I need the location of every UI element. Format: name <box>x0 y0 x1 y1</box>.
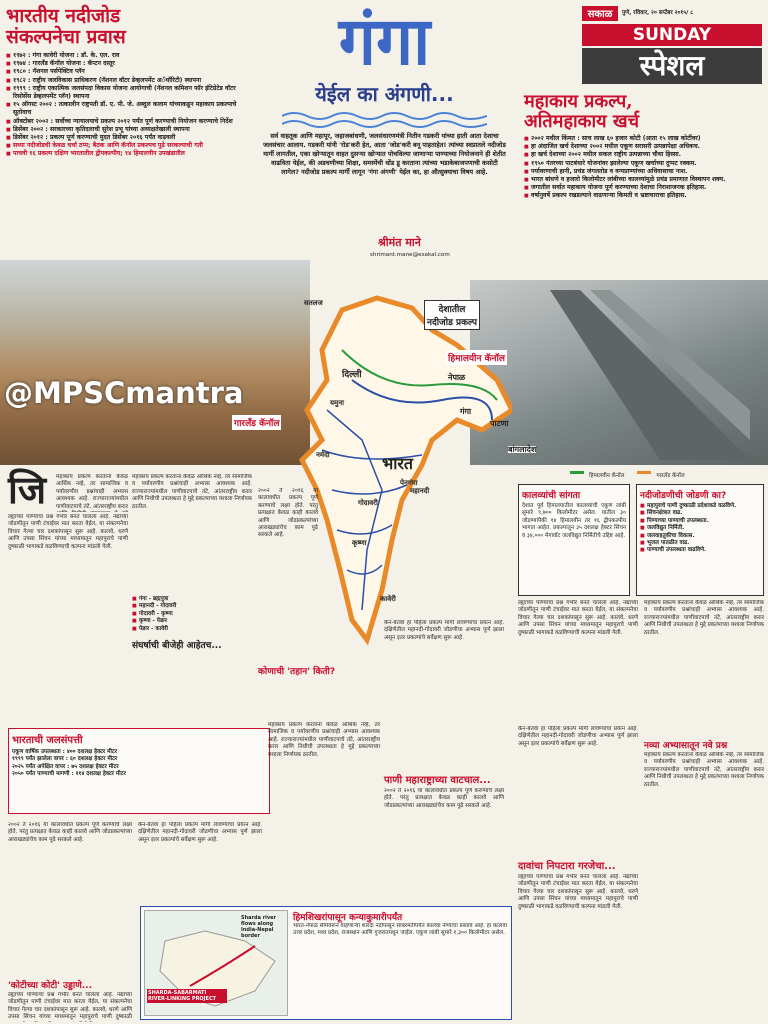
why-item: ■ सिंचनक्षेत्रात वाढ. <box>640 510 760 517</box>
timeline-item: ■ १९७४ : गारलँड कॅनॉल योजना : कॅप्टन दस्तूर <box>6 60 256 68</box>
river-pair-item: ■ पेन्नार - कावेरी <box>132 626 252 633</box>
map-peninsular-label: देशातील नदीजोड प्रकल्प <box>424 300 480 330</box>
river-pair-item: ■ कृष्णा - पेन्नार <box>132 618 252 625</box>
who-heading: कोणाची 'तहान' किती? <box>258 667 336 677</box>
brand-dateline: पुणे, रविवार, २० सप्टेंबर २०१५/ ८ <box>622 10 694 16</box>
dispute-heading: पाणी महाराष्ट्राच्या वाटचाल... <box>384 775 491 786</box>
cost-item: ■ १९५० नंतरच्या पाटबंधारे योजनांवर झालेल्या एकूण खर्चाच्या दुप्पट रक्कम. <box>524 160 764 168</box>
article-col5: ल्ह्यांच्या पाण्याचा प्रश्न गंभीर बनत चालला आहे. नद्यांच्या जोडणीतून पाणी टंचाईवर मात करता येईल, या संकल्पनेचा विचार गेल्या चार दशकांपासून सुरू आहे. कालवे, धरणे आणि उपसा सिंचन यांच्या माध्यमातून महापुराचे पाणी दुष्काळी भागाकडे वळविण्याची कल्पना मांडली गेली. <box>518 600 638 636</box>
dry-land-photo <box>0 260 310 465</box>
water-row: २०२५ पर्यंत अपेक्षित वापर : ७५ दशलक्ष हेक्टर मीटर <box>12 763 119 770</box>
river-pairs-list <box>132 596 252 633</box>
article-col8: केन-बेतवा हा पहिला प्रकल्प मार्गी लावण्याचा प्रयत्न आहे. दक्षिणेतील महानदी-गोदावरी जोडणीचा अभ्यास पूर्ण झाला असून इतर प्रकल्पांचे सर्वेक्षण सुरू आहे. <box>138 822 262 843</box>
masthead-subtitle: येईल का अंगणी... <box>315 82 454 106</box>
author-name: श्रीमंत माने <box>378 236 421 249</box>
legend-garland-text: गारलँड कॅनॉल <box>656 473 685 479</box>
map-place-narmada: नर्मदा <box>316 451 330 459</box>
why-item: ■ पिण्याच्या पाण्याची उपलब्धता. <box>640 518 760 525</box>
watermark-text: @MPSCmantra <box>4 376 244 410</box>
conflict-heading: संघर्षाची बीजेही आहेतच... <box>132 641 222 651</box>
canal-box <box>518 484 630 596</box>
article-col3: २००२ ते २०१६ या कालावधीत प्रकल्प पूर्ण करण्याचे लक्ष्य होते. परंतु प्रत्यक्षात केवळ काही कालवे आणि जोडप्रकल्पांच्या आराखड्यांचेच काम पुढे सरकले आहे. <box>258 488 318 539</box>
cost-item: ■ भारत बांधणे व हजारो किलोमीटर लांबीच्या कालव्यांमुळे प्रचंड प्रमाणात विस्थापन शक्य. <box>524 176 764 184</box>
map-place-kaveri: कावेरी <box>380 595 396 603</box>
water-row: १९९९ पर्यंत झालेला वापर : ६० दशलक्ष हेक्टर मीटर <box>12 756 118 763</box>
article-col1: ल्ह्यांच्या पाण्याचा प्रश्न गंभीर बनत चालला आहे. नद्यांच्या जोडणीतून पाणी टंचाईवर मात करता येईल, या संकल्पनेचा विचार गेल्या चार दशकांपासून सुरू आहे. कालवे, धरणे आणि उपसा सिंचन यांच्या माध्यमातून महापुराचे पाणी दुष्काळी भागाकडे वळविण्याची कल्पना मांडली गेली. <box>8 514 128 550</box>
map-place-satluj: सतलज <box>304 299 323 307</box>
timeline-item: ■ १९७२ : गंगा कावेरी योजना : डॉ. के. एल. राव <box>6 52 256 60</box>
why-item: ■ महापुराचे पाणी दुष्काळी प्रदेशाकडे वळविणे. <box>640 503 760 510</box>
map-himalayan-label: हिमालयीन कॅनॉल <box>446 350 507 365</box>
map-place-krishna: कृष्णा <box>352 539 367 547</box>
map-place-patna: पाटणा <box>490 419 509 428</box>
timeline-item: ■ पाचवी १६ प्रकल्प दक्षिण भारतातील द्वीपकल्पीय; १४ हिमालयीन उपखंडातील <box>6 150 256 158</box>
cost-item: ■ जगातील सर्वात महाकाय योजना पूर्ण करण्याच्या देशाचा निराशाजनक इतिहास. <box>524 184 764 192</box>
why-item: ■ भूजल पातळीत वाढ. <box>640 540 760 547</box>
inset-map-label: SHARDA-SABARMATI RIVER-LINKING PROJECT <box>147 989 227 1003</box>
map-place-bangladesh: बांगलादेश <box>508 445 537 454</box>
article-col13: महाकाय प्रकल्प करताना केवळ आर्थिक नव्हे, तर सामाजिक व पर्यावरणीय प्रश्नांचाही अभ्यास आवश्यक आहे. राज्याराज्यांमधील पाणीवाटपाचे तंटे, आंतरराष्ट्रीय करार आणि निधीची उपलब्धता हे मुद्दे प्रकल्पाच्या यशाला निर्णायक ठरतील. <box>644 752 764 788</box>
inset-title: हिमशिखरांपासून कन्याकुमारीपर्यंत <box>293 913 403 923</box>
timeline-item: ■ ऑक्टोबर २००२ : सर्वोच्च न्यायालयाचे प्रकल्प २०१२ पर्यंत पूर्ण करण्याची नियोजन करण्याचे निर्देश <box>6 118 256 126</box>
timeline-item: ■ डिसेंबर २०१२ : प्रकल्प पूर्ण करण्याची मुदत डिसेंबर २०१६ पर्यंत वाढवली <box>6 134 256 142</box>
inset-body: भारत-नेपाळ सीमेवरून वाहणाऱ्या शारदा नदीपासून साबरमतीपर्यंत कालवा नेण्याचा प्रस्ताव आहे. हा कालवा उत्तर प्रदेश, मध्य प्रदेश, राजस्थान आणि गुजरातमधून जाईल. एकूण लांबी सुमारे १,३०० किलोमीटर असेल. <box>293 923 507 937</box>
river-pair-item: ■ गोदावरी - कृष्णा <box>132 611 252 618</box>
canal-road <box>520 290 750 460</box>
why-item: ■ पाण्याची उपलब्धता वाढविणे. <box>640 547 760 554</box>
canal-box-title: कालव्यांची सांगता <box>522 491 581 501</box>
cost-item: ■ वर्षानुवर्षे प्रकल्प रखडल्याने वाढणाऱ्या किमती व भ्रष्टाचाराचा इतिहास. <box>524 192 764 200</box>
inset-box <box>140 906 512 1020</box>
map-place-delhi: दिल्ली <box>342 370 362 380</box>
water-row: २०५० पर्यंत पाण्याची मागणी : ११४ दशलक्ष हेक्टर मीटर <box>12 771 126 778</box>
map-garland-label: गारलँड कॅनॉल <box>232 415 281 430</box>
article-col11: केन-बेतवा हा पहिला प्रकल्प मार्गी लावण्याचा प्रयत्न आहे. दक्षिणेतील महानदी-गोदावरी जोडणीचा अभ्यास पूर्ण झाला असून इतर प्रकल्पांचे सर्वेक्षण सुरू आहे. <box>518 726 638 747</box>
map-country-label: भारत <box>382 454 414 473</box>
why-box-title: नदीजोडणीची जोडणी का? <box>640 491 727 501</box>
legend-himalayan-swatch <box>570 471 584 474</box>
right-title-line2: अतिमहाकाय खर्च <box>524 111 640 132</box>
article-col9: महाकाय प्रकल्प करताना केवळ आर्थिक नव्हे, तर सामाजिक व पर्यावरणीय प्रश्नांचाही अभ्यास आवश्यक आहे. राज्याराज्यांमधील पाणीवाटपाचे तंटे, आंतरराष्ट्रीय करार आणि निधीची उपलब्धता हे मुद्दे प्रकल्पाच्या यशाला निर्णायक ठरतील. <box>268 722 380 758</box>
cost-item: ■ हा अंदाजित खर्च देशाच्या २००२ मधील एकूण सरासरी उत्पन्नापेक्षा अधिकच. <box>524 143 764 151</box>
article-col7: २००२ ते २०१६ या कालावधीत प्रकल्प पूर्ण करण्याचे लक्ष्य होते. परंतु प्रत्यक्षात केवळ काही कालवे आणि जोडप्रकल्पांच्या आराखड्यांचेच काम पुढे सरकले आहे. <box>8 822 132 843</box>
timeline-list <box>6 52 256 159</box>
map-place-yamuna: यमुना <box>330 399 344 407</box>
map-place-penganga: पेनगंगा <box>400 479 418 487</box>
cost-list <box>524 135 764 201</box>
why-box <box>636 484 764 596</box>
canal-box-body: देशात पूर्व हिमालयातील कालव्यांची एकूण लांबी सुमारे ९,७०० किलोमीटर असेल. यातील ३० जोडण्यांपैकी १४ हिमालयीन तर १६ द्वीपकल्पीय भागात आहेत. प्रकल्पातून ३५ दशलक्ष हेक्टर सिंचन व ३४,००० मेगावॉट जलविद्युत निर्मितीचे उद्दिष्ट आहे. <box>522 503 626 539</box>
map-legend <box>570 462 760 479</box>
article-col10: २००२ ते २०१६ या कालावधीत प्रकल्प पूर्ण करण्याचे लक्ष्य होते. परंतु प्रत्यक्षात केवळ काही कालवे आणि जोडप्रकल्पांच्या आराखड्यांचेच काम पुढे सरकले आहे. <box>384 788 504 809</box>
water-row: एकूण वार्षिक उपलब्धता : ४०० दशलक्ष हेक्टर मीटर <box>12 749 118 755</box>
right-header <box>524 92 764 292</box>
left-title-line1: भारतीय नदीजोड <box>6 5 121 27</box>
map-place-mahanadi: महानदी <box>410 487 430 495</box>
article-col6: महाकाय प्रकल्प करताना केवळ आर्थिक नव्हे, तर सामाजिक व पर्यावरणीय प्रश्नांचाही अभ्यास आवश्यक आहे. राज्याराज्यांमधील पाणीवाटपाचे तंटे, आंतरराष्ट्रीय करार आणि निधीची उपलब्धता हे मुद्दे प्रकल्पाच्या यशाला निर्णायक ठरतील. <box>644 600 764 636</box>
timeline-item: ■ १५ ऑगस्ट २००२ : तत्कालीन राष्ट्रपती डॉ. ए. पी. जे. अब्दुल कलाम यांच्याकडून महाकाय प्रकल्पाचे सूतोवाच <box>6 101 256 117</box>
timeline-item: ■ १९८० : नॅशनल पर्सपेक्टिव प्लॅन <box>6 68 256 76</box>
cost-item: ■ हा खर्च देशाच्या २००२ मधील सकल राष्ट्रीय उत्पन्नाच्या चौथा हिस्सा. <box>524 151 764 159</box>
why-item: ■ जलविद्युत निर्मिती. <box>640 525 760 532</box>
left-title-line2: संकल्पनेचा प्रवास <box>6 26 126 48</box>
timeline-item: ■ डिसेंबर २००२ : सरकारच्या कृतिदलाची सुरेश प्रभू यांच्या अध्यक्षतेखाली स्थापना <box>6 126 256 134</box>
need-heading: दावांचा निपटारा गरजेचा... <box>518 861 616 872</box>
inset-map <box>144 910 288 1016</box>
legend-garland-swatch <box>637 471 651 474</box>
cost-item: ■ पर्यावरणाची हानी, प्रचंड जंगलतोड व वन्यप्राण्यांच्या अधिवासाचा नाश. <box>524 168 764 176</box>
drop-cap: जि <box>8 468 47 512</box>
inset-map-note: Sharda river flows along India-Nepal border <box>241 915 276 939</box>
author-email: shrimant.mane@esakal.com <box>370 252 450 258</box>
brand-paper: सकाळ <box>582 6 618 21</box>
water-box-title: भारताची जलसंपत्ती <box>12 735 83 746</box>
river-pair-item: ■ गंगा - ब्रह्मपुत्रा <box>132 596 252 603</box>
wave-graphic <box>282 108 487 134</box>
map-place-godavari: गोदावरी <box>358 499 378 507</box>
water-box <box>8 728 270 814</box>
river-pair-item: ■ महानदी - गोदावरी <box>132 603 252 610</box>
article-col12: ल्ह्यांच्या पाण्याचा प्रश्न गंभीर बनत चालला आहे. नद्यांच्या जोडणीतून पाणी टंचाईवर मात करता येईल, या संकल्पनेचा विचार गेल्या चार दशकांपासून सुरू आहे. कालवे, धरणे आणि उपसा सिंचन यांच्या माध्यमातून महापुराचे पाणी दुष्काळी भागाकडे वळविण्याची कल्पना मांडली गेली. <box>518 874 638 910</box>
map-place-ganga: गंगा <box>460 407 472 416</box>
why-item: ■ जलवाहतुकीचा विकास. <box>640 533 760 540</box>
brand-sunday: SUNDAY <box>582 24 762 46</box>
intro-text: सर्व वाहतूक आणि महापूर, जहाजबांधणी, जलसंधारणमंत्री नितीन गडकरी यांच्या हाती आता देशाचा जलसंचार आलाय. गडकरी यांनी 'रोड'करी हेत, आता 'जोड'करी बनू पाहताहेत! त्यांच्या स्वप्नातले नदीजोड मार्गी लागतील, एका खोऱ्यातून वाहत दुसऱ्या खोऱ्यात पोचविल्या जाणाऱ्या पाण्याच्या नियोजनाने ही शेतीत वाढविता येईल, की अडचणीच्या शिक्षा, समस्येंची धोंड डू करताना त्यांच्या भडाकेबाजपणाची कसोटी लागेल? नदीजोड प्रकल्प मार्गी लागून 'गंगा अंगणी' येईल का, हा औत्सुक्याचा विषय आहे. <box>263 132 506 176</box>
new-study-heading: नव्या अभ्यासातून नवे प्रश्न <box>644 741 728 751</box>
legend-himalayan-text: हिमालयीन कॅनॉल <box>589 473 625 479</box>
timeline-item: ■ १९८२ : राष्ट्रीय जलविकास प्राधिकरण (नॅशनल वॉटर डेव्हलपमेंट अॅथॉरिटी) स्थापना <box>6 77 256 85</box>
brand-block <box>582 4 764 86</box>
map-place-nepal: नेपाळ <box>448 373 466 382</box>
article-col2: महाकाय प्रकल्प करताना केवळ आर्थिक नव्हे, तर सामाजिक व पर्यावरणीय प्रश्नांचाही अभ्यास आवश्यक आहे. राज्याराज्यांमधील पाणीवाटपाचे तंटे, आंतरराष्ट्रीय करार आणि निधीची उपलब्धता हे मुद्दे प्रकल्पाच्या यशाला निर्णायक ठरतील. <box>132 474 252 510</box>
article-col7b: ल्ह्यांच्या पाण्याचा प्रश्न गंभीर बनत चालला आहे. नद्यांच्या जोडणीतून पाणी टंचाईवर मात करता येईल, या संकल्पनेचा विचार गेल्या चार दशकांपासून सुरू आहे. कालवे, धरणे आणि उपसा सिंचन यांच्या माध्यमातून महापुराचे पाणी दुष्काळी <box>8 992 132 1021</box>
left-header <box>6 6 256 288</box>
why-list <box>640 503 760 555</box>
timeline-item: ■ १९९९ : राष्ट्रीय एकात्मिक जलसंपदा विकास योजना आयोगाची (नॅशनल कमिशन फॉर इंटिग्रेटेड वॉटर रिसोर्सेस डेव्हलपमेंट प्लॅन) स्थापना <box>6 85 256 101</box>
timeline-item: ■ सध्या नदीजोडची केवळ चर्चा ठप्प; बैठक आणि कॅनॉल प्रकल्पच पुढे सरकल्याची गती <box>6 142 256 150</box>
kotyavadhi-heading: 'कोटीच्या कोटी' उड्डाणे... <box>8 981 93 991</box>
right-title-line1: महाकाय प्रकल्प, <box>524 91 633 112</box>
brand-special: स्पेशल <box>582 48 762 84</box>
cost-item: ■ २००२ मधील किंमत : साच लाख ६० हजार कोटी (आता १५ लाख कोटींवर) <box>524 135 764 143</box>
article-col1b: महाकाय प्रकल्प करताना केवळ आर्थिक नव्हे, तर सामाजिक व पर्यावरणीय प्रश्नांचाही अभ्यास आवश्यक आहे. राज्याराज्यांमधील पाणीवाटपाचे तंटे, आंतरराष्ट्रीय करार <box>56 474 128 510</box>
article-col4: केन-बेतवा हा पहिला प्रकल्प मार्गी लावण्याचा प्रयत्न आहे. दक्षिणेतील महानदी-गोदावरी जोडणीचा अभ्यास पूर्ण झाला असून इतर प्रकल्पांचे सर्वेक्षण सुरू आहे. <box>384 620 504 641</box>
masthead-title: गंगा <box>338 2 431 80</box>
